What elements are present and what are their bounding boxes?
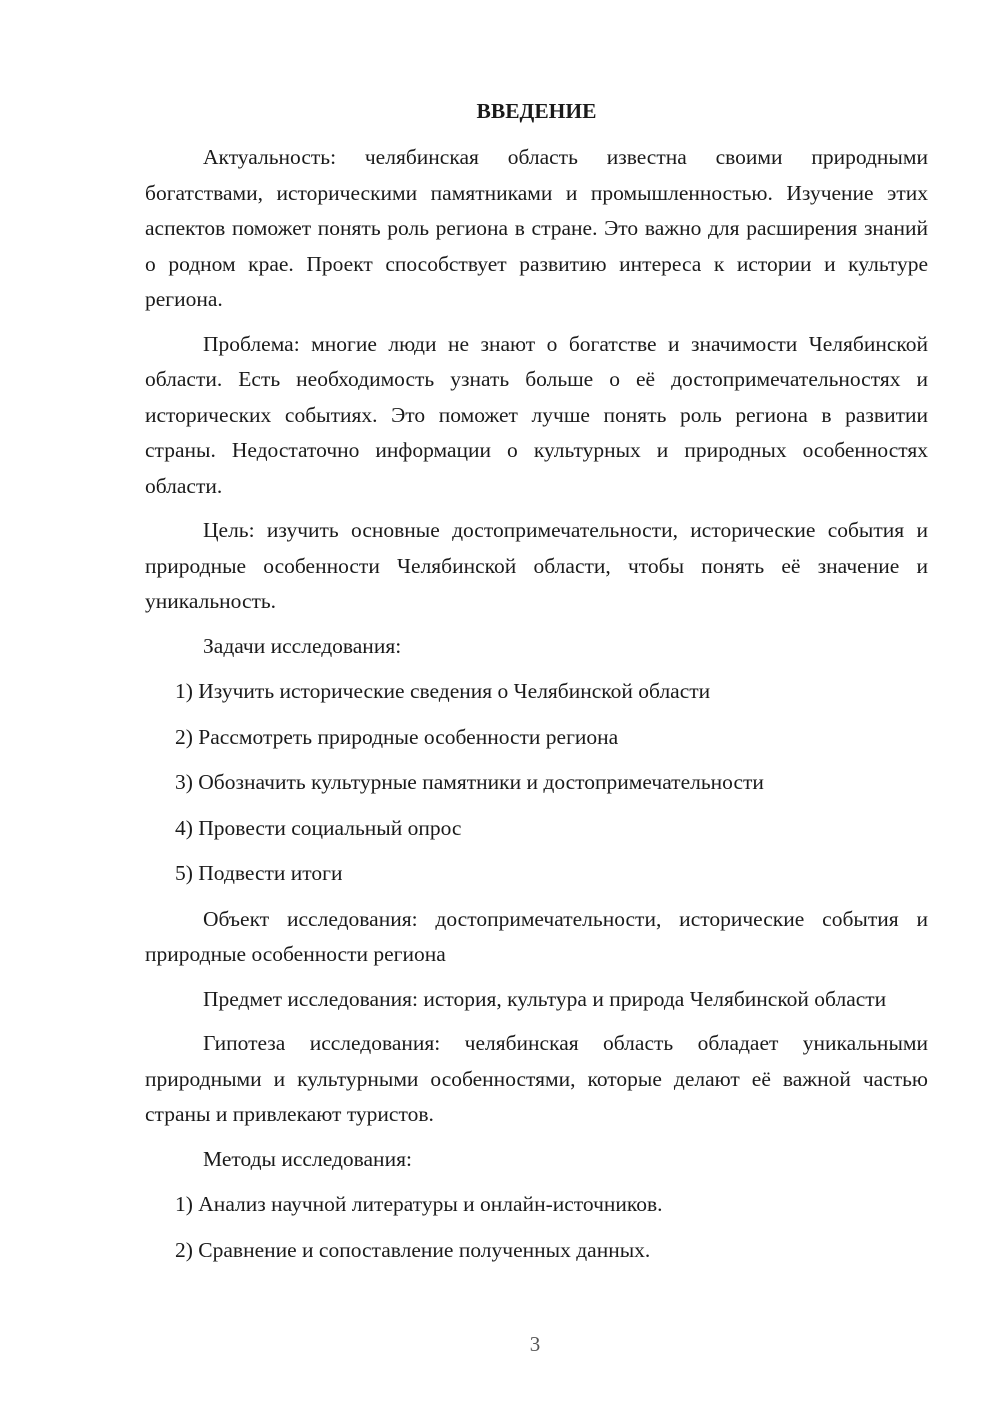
page-number: 3 [529, 1332, 541, 1356]
actuality-paragraph: Актуальность: челябинская область известна своими природными богатствами, историческими памятниками и промышленностью. Изучение этих аспектов поможет понять роль региона в стране. Это важно для расширения знаний о родном крае. Проект способствует развитию интереса к истории и культуре региона. [145, 145, 928, 311]
task-item: 2) Рассмотреть природные особенности региона [175, 724, 619, 749]
task-item: 3) Обозначить культурные памятники и достопримечательности [175, 770, 764, 794]
method-item: 2) Сравнение и сопоставление полученных данных. [175, 1237, 651, 1262]
page-title: ВВЕДЕНИЕ [476, 99, 597, 123]
document-page [145, 96, 928, 1278]
method-item: 1) Анализ научной литературы и онлайн-источников. [175, 1192, 663, 1216]
problem-paragraph: Проблема: многие люди не знают о богатстве и значимости Челябинской области. Есть необходимость узнать больше о её достопримечательностях и исторических событиях. Это поможет лучше понять роль региона в развитии страны. Недостаточно информации о культурных и природных особенностях области. [145, 331, 928, 498]
methods-heading: Методы исследования: [203, 1146, 412, 1171]
tasks-heading: Задачи исследования: [203, 633, 402, 658]
task-item: 1) Изучить исторические сведения о Челябинской области [175, 679, 711, 703]
hypothesis-paragraph: Гипотеза исследования: челябинская область обладает уникальными природными и культурными особенностями, которые делают её важной частью страны и привлекают туристов. [145, 1031, 928, 1126]
task-item: 5) Подвести итоги [175, 861, 343, 885]
goal-paragraph: Цель: изучить основные достопримечательности, исторические события и природные особенности Челябинской области, чтобы понять её значение и уникальность. [145, 518, 928, 613]
task-item: 4) Провести социальный опрос [175, 815, 462, 840]
subject-paragraph: Предмет исследования: история, культура и природа Челябинской области [203, 986, 887, 1011]
object-paragraph: Объект исследования: достопримечательности, исторические события и природные особенности региона [145, 906, 928, 966]
